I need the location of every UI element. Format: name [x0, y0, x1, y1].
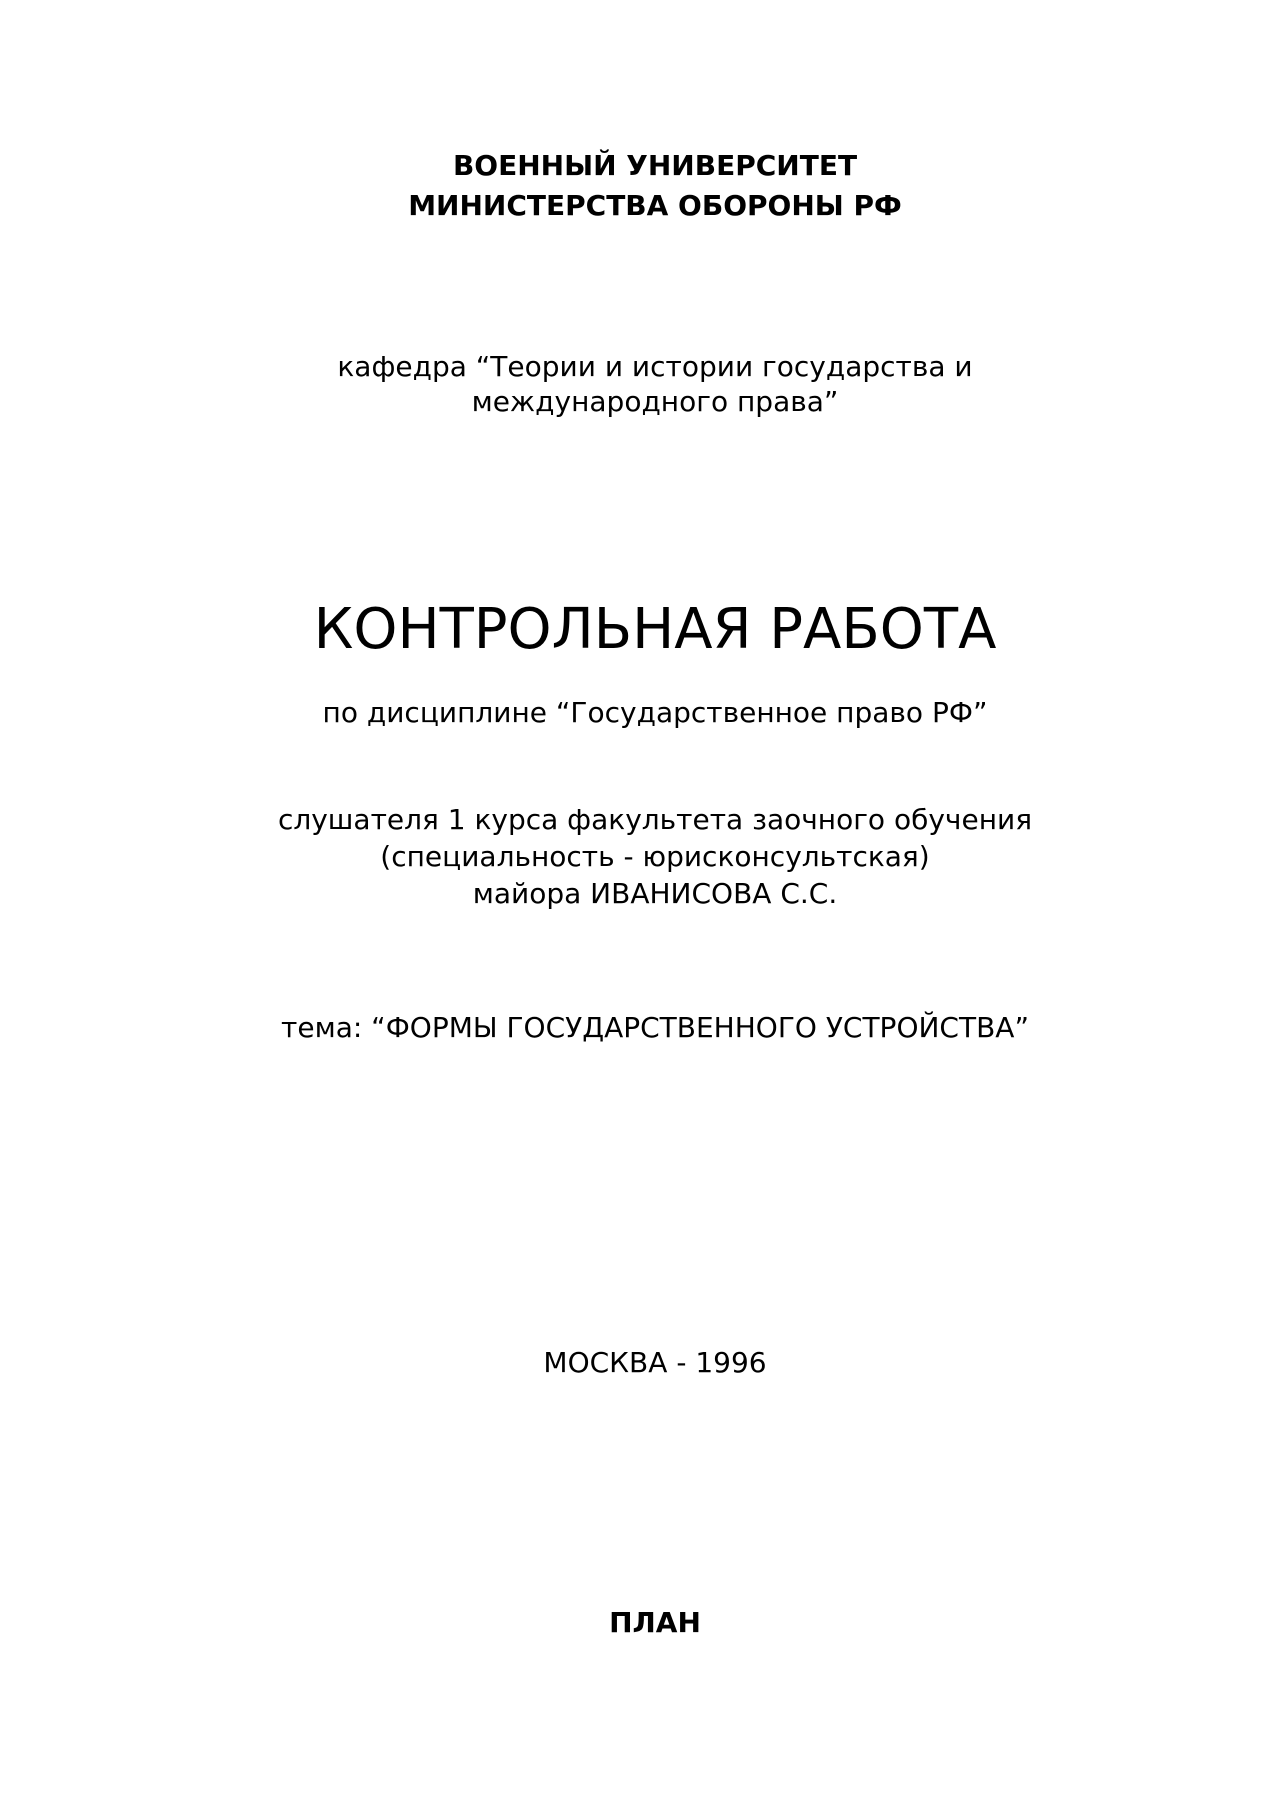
student-line3: майора ИВАНИСОВА С.С.	[472, 877, 838, 910]
department-line2: международного права”	[471, 385, 839, 418]
work-title: КОНТРОЛЬНАЯ РАБОТА	[313, 597, 997, 662]
discipline-line: по дисциплине “Государственное право РФ”	[322, 696, 988, 729]
topic-line: тема: “ФОРМЫ ГОСУДАРСТВЕННОГО УСТРОЙСТВА”	[281, 1011, 1029, 1044]
plan-heading: ПЛАН	[609, 1606, 701, 1639]
student-line1: слушателя 1 курса факультета заочного обучения	[277, 803, 1033, 836]
city-year: МОСКВА - 1996	[543, 1346, 767, 1379]
university-name-line2: МИНИСТЕРСТВА ОБОРОНЫ РФ	[408, 189, 902, 222]
student-line2: (специальность - юрисконсультская)	[380, 840, 930, 873]
department-line1: кафедра “Теории и истории государства и	[337, 350, 973, 383]
university-name-line1: ВОЕННЫЙ УНИВЕРСИТЕТ	[452, 149, 858, 182]
